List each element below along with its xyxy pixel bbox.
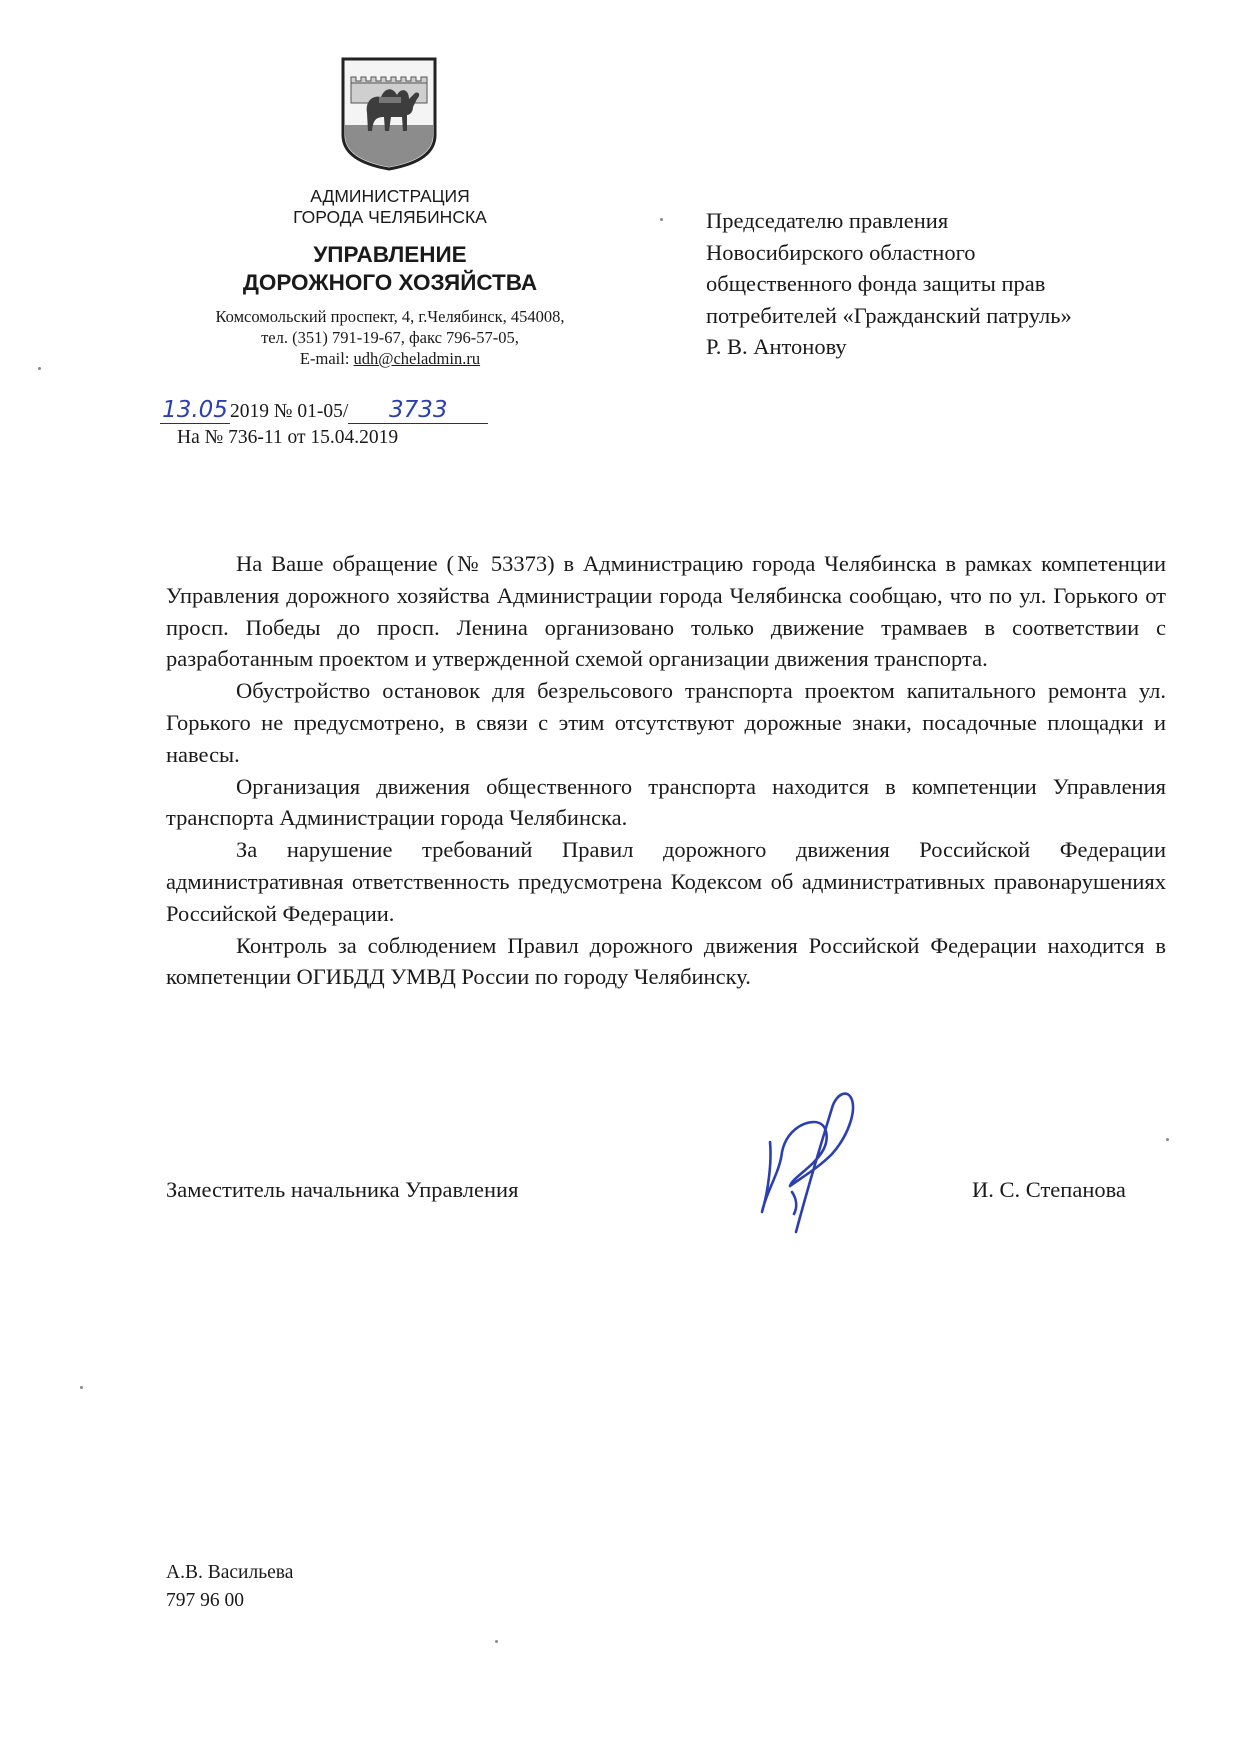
administration-name-line2: ГОРОДА ЧЕЛЯБИНСКА	[293, 207, 487, 227]
body-paragraph: Обустройство остановок для безрельсового транспорта проектом капитального ремонта ул. Горького не предусмотрено, в связи с этим отсутствуют дорожные знаки, посадочные площадки и навесы.	[166, 678, 1166, 767]
body-paragraph: На Ваше обращение (№ 53373) в Администрацию города Челябинска в рамках компетенции Управления дорожного хозяйства Администрации города Челябинска сообщаю, что по ул. Горького от просп. Победы до просп. Ленина организовано только движение трамваев в соответствии с разработанным проектом и утвержденной схемой организации движения транспорта.	[166, 551, 1166, 672]
email-label: E-mail:	[299, 349, 354, 368]
addressee-line: Новосибирского областного	[706, 239, 976, 265]
letter-body	[166, 548, 1166, 993]
registration-year: 2019	[230, 401, 269, 422]
registration-number-prefix: № 01-05/	[273, 401, 349, 422]
phone-fax-line: тел. (351) 791-19-67, факс 796-57-05,	[261, 328, 519, 347]
handwritten-number: 3733	[348, 397, 488, 424]
addressee-line: общественного фонда защиты прав	[706, 271, 1046, 297]
registration-line	[160, 397, 488, 424]
addressee-line: Р. В. Антонову	[706, 334, 847, 360]
department-name-line1: УПРАВЛЕНИЕ	[313, 242, 467, 267]
body-paragraph: За нарушение требований Правил дорожного движения Российской Федерации административная ответственность предусмотрена Кодексом об административных правонарушениях Российской Федерации.	[166, 837, 1166, 926]
signatory-position: Заместитель начальника Управления	[166, 1177, 519, 1202]
administration-name-line1: АДМИНИСТРАЦИЯ	[310, 186, 470, 206]
coat-of-arms-emblem	[339, 53, 439, 171]
address-line: Комсомольский проспект, 4, г.Челябинск, 454008,	[215, 307, 565, 326]
department-name-line2: ДОРОЖНОГО ХОЗЯЙСТВА	[242, 270, 538, 295]
handwritten-date: 13.05	[160, 397, 230, 424]
handwritten-signature	[752, 1082, 862, 1242]
addressee-line: потребителей «Гражданский патруль»	[706, 302, 1072, 328]
scan-speck	[80, 1386, 83, 1389]
addressee-block	[706, 205, 1072, 363]
email-line	[170, 348, 610, 369]
signatory-name: И. С. Степанова	[972, 1177, 1126, 1202]
scan-speck	[1166, 1138, 1169, 1141]
executor-name: А.В. Васильева	[166, 1562, 294, 1583]
body-paragraph: Контроль за соблюдением Правил дорожного движения Российской Федерации находится в компетенции ОГИБДД УМВД России по городу Челябинску.	[166, 932, 1166, 990]
email-link[interactable]: udh@cheladmin.ru	[353, 349, 481, 368]
reply-reference: На № 736-11 от 15.04.2019	[177, 427, 399, 448]
body-paragraph: Организация движения общественного транспорта находится в компетенции Управления транспорта Администрации города Челябинска.	[166, 773, 1166, 831]
scan-speck	[38, 367, 41, 370]
executor-phone: 797 96 00	[166, 1590, 244, 1611]
addressee-line: Председателю правления	[706, 208, 949, 233]
scan-speck	[495, 1640, 498, 1643]
scan-speck	[660, 218, 663, 221]
